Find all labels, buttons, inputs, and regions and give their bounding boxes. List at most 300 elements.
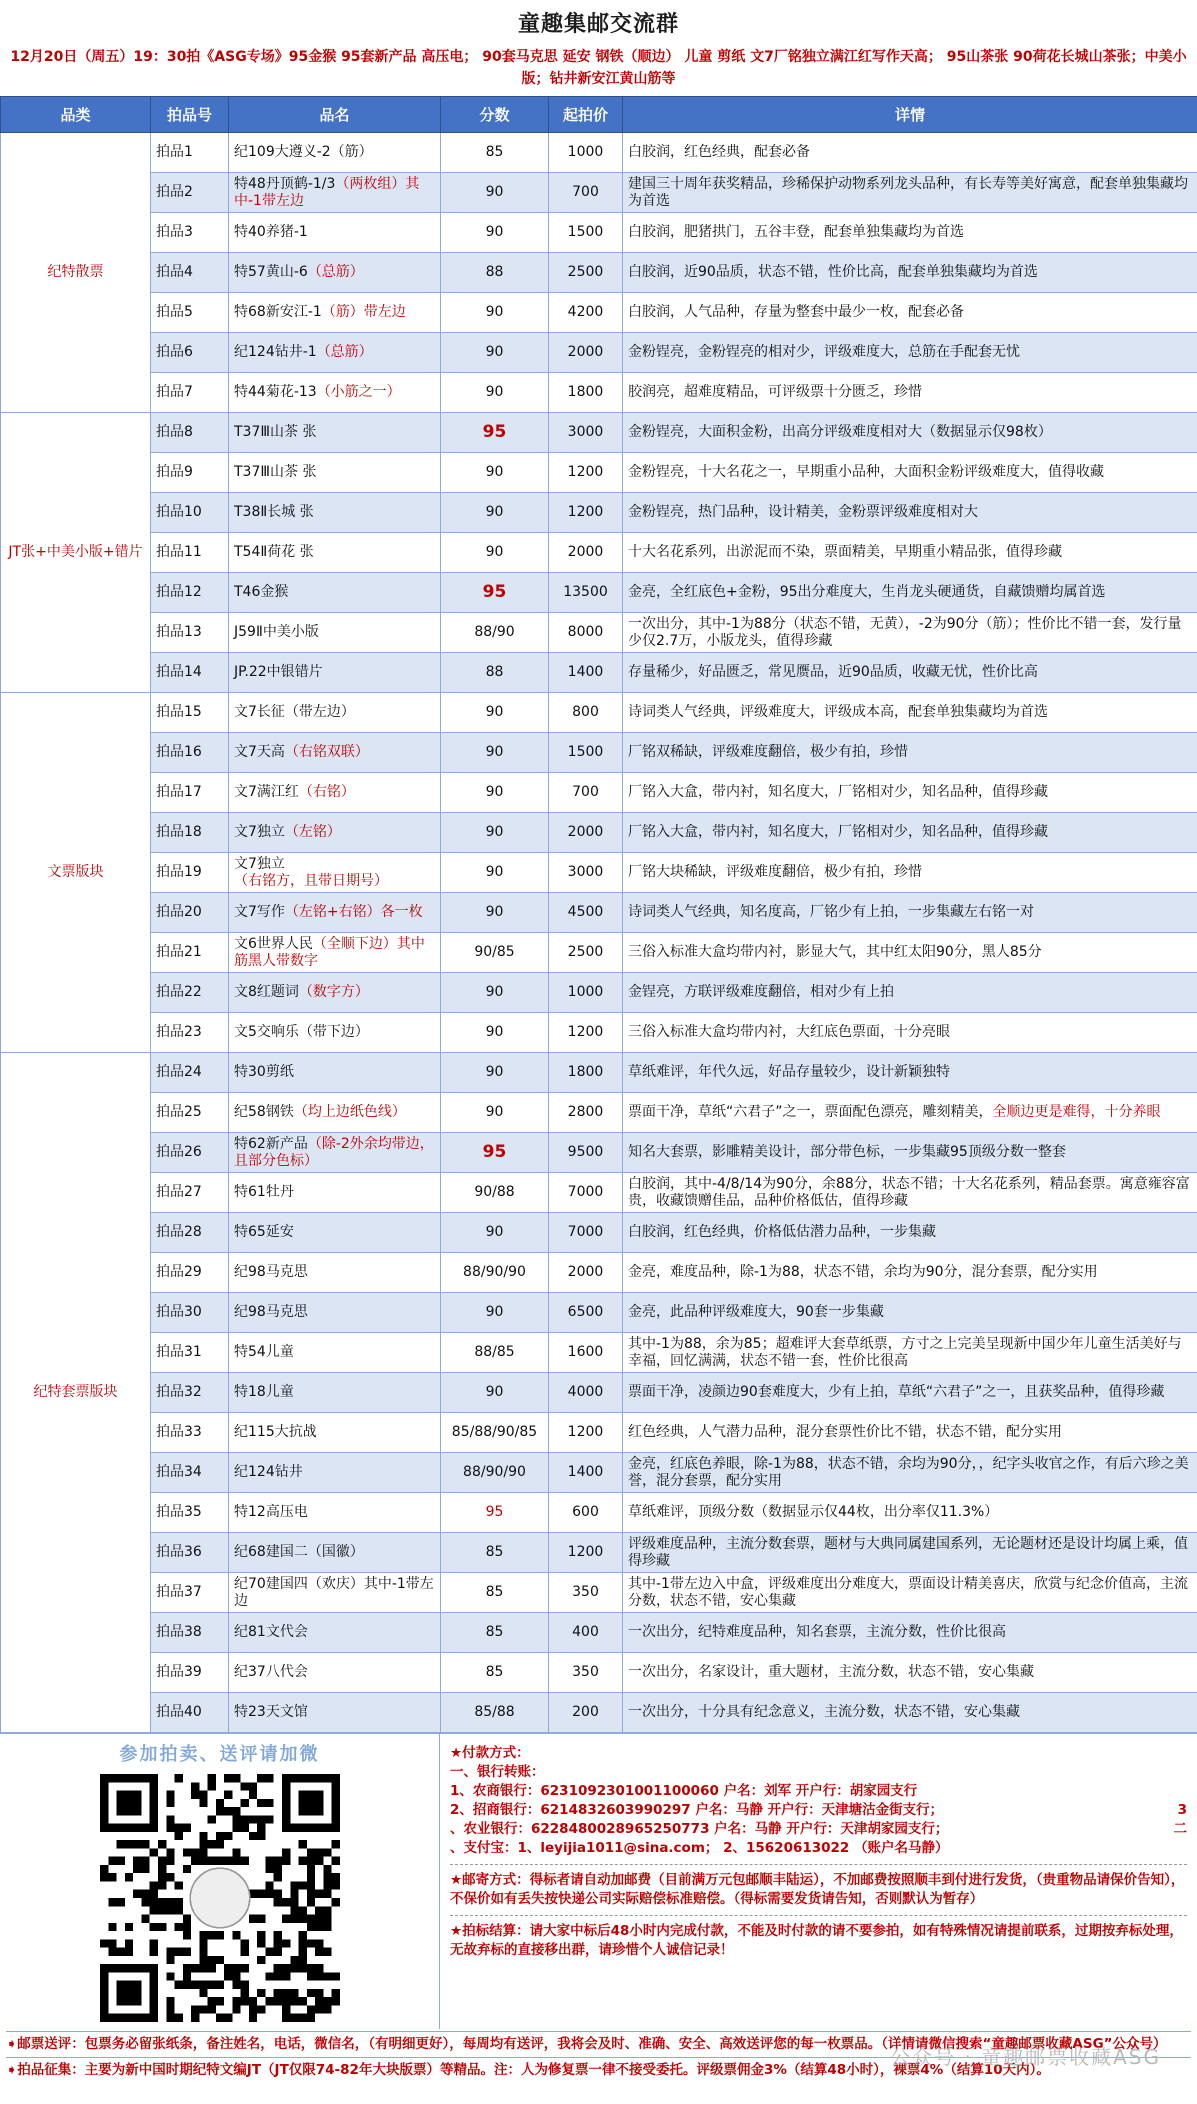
lot-score: 90 xyxy=(441,1053,549,1093)
lot-name-text: T37Ⅲ山茶 张 xyxy=(234,424,317,440)
lot-name xyxy=(229,453,441,493)
col-header-name: 品名 xyxy=(229,97,441,133)
lot-detail-text: 厂铭入大盒，带内衬，知名度大，厂铭相对少，知名品种，值得珍藏 xyxy=(628,824,1048,840)
lot-name-text: 特23天文馆 xyxy=(234,1704,308,1720)
lot-start-price: 1000 xyxy=(549,973,623,1013)
auction-table xyxy=(0,96,1197,1733)
lot-name-text: 纪81文代会 xyxy=(234,1624,308,1640)
settlement-rule: ★拍标结算：请大家中标后48小时内完成付款，不能及时付款的请不要参拍，如有特殊情况请提前联系，过期按弃标处理，无故弃标的直接移出群，请珍惜个人诚信记录！ xyxy=(450,1923,1183,1958)
lot-score: 90/85 xyxy=(441,933,549,973)
lot-score: 85/88/90/85 xyxy=(441,1413,549,1453)
lot-name xyxy=(229,1013,441,1053)
footer-section xyxy=(0,1733,1197,2029)
lot-name xyxy=(229,253,441,293)
lot-detail xyxy=(623,893,1197,933)
lot-name-text: 文6世界人民 xyxy=(234,935,313,952)
lot-score: 90 xyxy=(441,1373,549,1413)
table-row xyxy=(1,653,1197,693)
lot-name xyxy=(229,373,441,413)
consignment-note: ➧拍品征集：主要为新中国时期纪特文编JT（JT仅限74-82年大块版票）等精品。注：人为修复票一律不接受委托。评级票佣金3%（结算48小时），裸票4%（结算10天内）。 xyxy=(6,2057,1191,2083)
lot-detail-text: 知名大套票，影雕精美设计，部分带色标，一步集藏95顶级分数一整套 xyxy=(628,1144,1066,1160)
lot-detail-text: 厂铭双稀缺，评级难度翻倍，极少有拍，珍惜 xyxy=(628,744,908,760)
lot-name-note: （左铭） xyxy=(284,824,341,840)
lot-name xyxy=(229,1293,441,1333)
lot-name xyxy=(229,1373,441,1413)
lot-number: 拍品35 xyxy=(151,1493,229,1533)
lot-name xyxy=(229,1173,441,1213)
lot-detail-text: 其中-1带左边入中盒，评级难度出分难度大，票面设计精美喜庆，欣赏与纪念价值高，主流分数，状态不错，安心集藏 xyxy=(628,1575,1188,1609)
table-row xyxy=(1,853,1197,893)
lot-detail xyxy=(623,213,1197,253)
col-header-lot: 拍品号 xyxy=(151,97,229,133)
lot-start-price: 2800 xyxy=(549,1093,623,1133)
lot-name-text: 特18儿童 xyxy=(234,1384,294,1400)
lot-detail xyxy=(623,333,1197,373)
lot-name-text: 特12高压电 xyxy=(234,1504,308,1520)
lot-score: 90 xyxy=(441,1293,549,1333)
table-row xyxy=(1,1053,1197,1093)
lot-name-note: （数字方） xyxy=(298,984,369,1000)
lot-detail xyxy=(623,1213,1197,1253)
table-row xyxy=(1,733,1197,773)
payment-panel xyxy=(440,1734,1197,2029)
lot-score: 90 xyxy=(441,333,549,373)
lot-name xyxy=(229,1053,441,1093)
lot-number: 拍品13 xyxy=(151,613,229,653)
table-row xyxy=(1,133,1197,173)
lot-detail-text: 白胶润，人气品种，存量为整套中最少一枚，配套必备 xyxy=(628,304,964,320)
lot-start-price: 600 xyxy=(549,1493,623,1533)
lot-name xyxy=(229,813,441,853)
lot-name xyxy=(229,1093,441,1133)
lot-name-text: 纪98马克思 xyxy=(234,1304,308,1320)
lot-start-price: 2000 xyxy=(549,813,623,853)
auction-subtitle: 12月20日（周五）19：30拍《ASG专场》95金猴 95套新产品 高压电； 90套马克思 延安 钢铁（顺边） 儿童 剪纸 文7厂铭独立满江红写作天高； 95山茶张 90荷花长城山茶张；中美小版；钻井新安江黄山筋等 xyxy=(10,49,1187,87)
lot-name-text: 文7天高 xyxy=(234,744,285,760)
table-row xyxy=(1,1213,1197,1253)
lot-score: 90 xyxy=(441,533,549,573)
lot-start-price: 7000 xyxy=(549,1213,623,1253)
lot-name-note: （总筋） xyxy=(316,344,373,360)
table-row xyxy=(1,1413,1197,1453)
table-row xyxy=(1,1653,1197,1693)
lot-name xyxy=(229,773,441,813)
lot-start-price: 8000 xyxy=(549,613,623,653)
lot-name-text: 文7长征（带左边） xyxy=(234,704,355,720)
lot-detail xyxy=(623,1173,1197,1213)
table-row xyxy=(1,1573,1197,1613)
lot-start-price: 1500 xyxy=(549,213,623,253)
lot-name-text: 文7满江红 xyxy=(234,784,299,800)
lot-detail xyxy=(623,573,1197,613)
lot-number: 拍品36 xyxy=(151,1533,229,1573)
lot-name-text: JP.22中银错片 xyxy=(234,664,323,680)
lot-score: 85 xyxy=(441,1533,549,1573)
lot-name xyxy=(229,213,441,253)
lot-name xyxy=(229,613,441,653)
lot-name xyxy=(229,1253,441,1293)
lot-score: 90/88 xyxy=(441,1173,549,1213)
table-row xyxy=(1,1333,1197,1373)
lot-start-price: 2500 xyxy=(549,253,623,293)
lot-score: 90 xyxy=(441,213,549,253)
table-row xyxy=(1,1493,1197,1533)
lot-name-text: 特48丹顶鹤-1/3 xyxy=(234,175,336,192)
lot-name-text: 特62新产品 xyxy=(234,1135,308,1152)
bank-line-3 xyxy=(450,1820,1187,1839)
lot-name-text: 特44菊花-13 xyxy=(234,384,317,400)
lot-score: 95 xyxy=(441,573,549,613)
lot-start-price: 9500 xyxy=(549,1133,623,1173)
col-header-category: 品类 xyxy=(1,97,151,133)
lot-detail xyxy=(623,1653,1197,1693)
table-row xyxy=(1,253,1197,293)
lot-detail xyxy=(623,1693,1197,1733)
lot-score: 90 xyxy=(441,773,549,813)
lot-name xyxy=(229,1573,441,1613)
lot-name xyxy=(229,1613,441,1653)
lot-detail xyxy=(623,1373,1197,1413)
lot-score: 90 xyxy=(441,1013,549,1053)
lot-detail-text: 存量稀少，好品匮乏，常见赝品，近90品质，收藏无忧，性价比高 xyxy=(628,664,1038,680)
lot-name xyxy=(229,933,441,973)
lot-detail xyxy=(623,373,1197,413)
table-row xyxy=(1,1693,1197,1733)
category-cell: 纪特散票 xyxy=(1,133,151,413)
lot-number: 拍品16 xyxy=(151,733,229,773)
lot-score: 90 xyxy=(441,853,549,893)
category-cell: 文票版块 xyxy=(1,693,151,1053)
lot-number: 拍品26 xyxy=(151,1133,229,1173)
lot-detail xyxy=(623,933,1197,973)
lot-name-note: （均上边纸色线） xyxy=(293,1104,406,1120)
bank-title: 一、银行转账： xyxy=(450,1764,545,1780)
lot-score: 90 xyxy=(441,493,549,533)
lot-name-text: 特40养猪-1 xyxy=(234,224,308,240)
table-row xyxy=(1,1453,1197,1493)
table-body xyxy=(1,133,1197,1733)
lot-detail-text: 评级难度品种，主流分数套票，题材与大典同属建国系列，无论题材还是设计均属上乘，值得珍藏 xyxy=(628,1535,1188,1569)
lot-start-price: 1200 xyxy=(549,1013,623,1053)
lot-detail xyxy=(623,1613,1197,1653)
table-row xyxy=(1,693,1197,733)
lot-score: 90 xyxy=(441,173,549,213)
table-row xyxy=(1,1533,1197,1573)
lot-detail xyxy=(623,773,1197,813)
lot-number: 拍品18 xyxy=(151,813,229,853)
lot-name-text: 文5交响乐（带下边） xyxy=(234,1024,369,1040)
lot-start-price: 700 xyxy=(549,773,623,813)
lot-detail-text: 胶润亮，超难度精品，可评级票十分匮乏，珍惜 xyxy=(628,384,922,400)
table-row xyxy=(1,333,1197,373)
lot-number: 拍品8 xyxy=(151,413,229,453)
lot-detail-text: 金亮，此品种评级难度大，90套一步集藏 xyxy=(628,1304,884,1320)
lot-detail xyxy=(623,613,1197,653)
col-header-score: 分数 xyxy=(441,97,549,133)
lot-detail-text: 金粉锃亮，热门品种，设计精美，金粉票评级难度相对大 xyxy=(628,504,978,520)
lot-name-text: 文7独立 xyxy=(234,855,285,872)
lot-number: 拍品19 xyxy=(151,853,229,893)
lot-start-price: 4000 xyxy=(549,1373,623,1413)
lot-name-text: 纪115大抗战 xyxy=(234,1424,317,1440)
lot-score: 88/90 xyxy=(441,613,549,653)
lot-number: 拍品32 xyxy=(151,1373,229,1413)
lot-score: 95 xyxy=(441,1133,549,1173)
table-row xyxy=(1,1013,1197,1053)
lot-name-note: （两枚组）其中-1带左边 xyxy=(234,175,420,209)
table-row xyxy=(1,813,1197,853)
lot-number: 拍品12 xyxy=(151,573,229,613)
lot-start-price: 200 xyxy=(549,1693,623,1733)
lot-score: 88/90/90 xyxy=(441,1253,549,1293)
lot-start-price: 1500 xyxy=(549,733,623,773)
lot-name xyxy=(229,293,441,333)
lot-start-price: 13500 xyxy=(549,573,623,613)
lot-detail-text: 厂铭大块稀缺，评级难度翻倍，极少有拍，珍惜 xyxy=(628,864,922,880)
lot-start-price: 2500 xyxy=(549,933,623,973)
table-row xyxy=(1,573,1197,613)
lot-start-price: 7000 xyxy=(549,1173,623,1213)
lot-detail xyxy=(623,1453,1197,1493)
lot-score: 88/85 xyxy=(441,1333,549,1373)
lot-name-text: 纪37八代会 xyxy=(234,1664,308,1680)
lot-detail-text: 其中-1为88，余为85；超难评大套草纸票，方寸之上完美呈现新中国少年儿童生活美好与幸福，回忆满满，状态不错一套，性价比很高 xyxy=(628,1335,1182,1369)
lot-detail-text: 白胶润，近90品质，状态不错，性价比高，配套单独集藏均为首选 xyxy=(628,264,1038,280)
lot-number: 拍品33 xyxy=(151,1413,229,1453)
lot-detail-text: 三俗入标准大盒均带内衬，大红底色票面，十分亮眼 xyxy=(628,1024,950,1040)
lot-name-note: （右铭） xyxy=(298,784,355,800)
bank-line-1 xyxy=(450,1782,1187,1801)
lot-score: 90 xyxy=(441,973,549,1013)
lot-detail xyxy=(623,493,1197,533)
lot-number: 拍品11 xyxy=(151,533,229,573)
lot-detail-text: 一次出分，名家设计，重大题材，主流分数，状态不错，安心集藏 xyxy=(628,1664,1034,1680)
lot-start-price: 1200 xyxy=(549,1413,623,1453)
lot-detail xyxy=(623,1013,1197,1053)
lot-name-text: T37Ⅲ山茶 张 xyxy=(234,464,317,480)
table-row xyxy=(1,1293,1197,1333)
lot-name-note: （筋）带左边 xyxy=(321,304,406,320)
lot-start-price: 1600 xyxy=(549,1333,623,1373)
lot-detail-text: 金亮，全红底色+金粉，95出分难度大，生肖龙头硬通货，自藏馈赠均属首选 xyxy=(628,584,1106,600)
lot-name xyxy=(229,1213,441,1253)
lot-score: 90 xyxy=(441,813,549,853)
lot-detail-text: 白胶润，肥猪拱门，五谷丰登，配套单独集藏均为首选 xyxy=(628,224,964,240)
lot-detail xyxy=(623,453,1197,493)
lot-name xyxy=(229,533,441,573)
lot-name-text: 纪98马克思 xyxy=(234,1264,308,1280)
lot-name xyxy=(229,573,441,613)
wechat-qr-code-icon xyxy=(100,1774,340,2022)
lot-start-price: 3000 xyxy=(549,413,623,453)
table-row xyxy=(1,1173,1197,1213)
lot-detail-text: 一次出分，其中-1为88分（状态不错，无黄），-2为90分（筋）；性价比不错一套，发行量少仅2.7万，小版龙头，值得珍藏 xyxy=(628,615,1182,649)
lot-start-price: 1800 xyxy=(549,1053,623,1093)
lot-name-text: 文8红题词 xyxy=(234,984,299,1000)
lot-name-text: 文7写作 xyxy=(234,904,285,920)
lot-start-price: 1200 xyxy=(549,453,623,493)
lot-name xyxy=(229,853,441,893)
lot-detail-text: 金锃亮，方联评级难度翻倍，相对少有上拍 xyxy=(628,984,894,1000)
lot-detail xyxy=(623,253,1197,293)
lot-number: 拍品1 xyxy=(151,133,229,173)
lot-start-price: 1200 xyxy=(549,493,623,533)
table-row xyxy=(1,453,1197,493)
lot-name-note: （右铭方，且带日期号） xyxy=(234,872,388,889)
lot-number: 拍品9 xyxy=(151,453,229,493)
lot-score: 95 xyxy=(441,413,549,453)
lot-name-text: 纪70建国四（欢庆）其中-1带左边 xyxy=(234,1575,434,1609)
lot-number: 拍品27 xyxy=(151,1173,229,1213)
col-header-detail: 详情 xyxy=(623,97,1197,133)
lot-detail-text: 白胶润，红色经典，价格低估潜力品种，一步集藏 xyxy=(628,1224,936,1240)
lot-detail-text: 草纸难评，年代久远，好品存量较少，设计新颖独特 xyxy=(628,1064,950,1080)
lot-detail-text: 草纸难评，顶级分数（数据显示仅44枚，出分率仅11.3%） xyxy=(628,1504,999,1520)
lot-name-text: 文7独立 xyxy=(234,824,285,840)
lot-score: 90 xyxy=(441,893,549,933)
lot-name-note: （总筋） xyxy=(307,264,364,280)
lot-start-price: 2000 xyxy=(549,1253,623,1293)
lot-detail-text: 票面干净，草纸“六君子”之一，票面配色漂亮，雕刻精美， xyxy=(628,1104,993,1120)
side-num-2: 二 xyxy=(1173,1821,1187,1837)
category-cell: 纪特套票版块 xyxy=(1,1053,151,1733)
lot-name xyxy=(229,1653,441,1693)
lot-detail-text: 票面干净，凌颜边90套难度大，少有上拍，草纸“六君子”之一，且获奖品种，值得珍藏 xyxy=(628,1384,1165,1400)
lot-start-price: 400 xyxy=(549,1613,623,1653)
table-row xyxy=(1,373,1197,413)
lot-name-text: 特65延安 xyxy=(234,1224,294,1240)
lot-number: 拍品7 xyxy=(151,373,229,413)
lot-start-price: 2000 xyxy=(549,333,623,373)
table-row xyxy=(1,413,1197,453)
bank-line-2-text: 2、招商银行：6214832603990297 户名：马静 开户行：天津塘沽金街支行； xyxy=(450,1802,944,1818)
lot-name-text: J59Ⅱ中美小版 xyxy=(234,624,319,640)
lot-number: 拍品3 xyxy=(151,213,229,253)
lot-name xyxy=(229,133,441,173)
lot-name xyxy=(229,173,441,213)
lot-number: 拍品17 xyxy=(151,773,229,813)
lot-number: 拍品39 xyxy=(151,1653,229,1693)
lot-name xyxy=(229,333,441,373)
lot-detail xyxy=(623,173,1197,213)
table-row xyxy=(1,1093,1197,1133)
lot-name xyxy=(229,693,441,733)
lot-detail-text: 白胶润，红色经典，配套必备 xyxy=(628,144,810,160)
lot-detail-text: 诗词类人气经典，评级难度大，评级成本高，配套单独集藏均为首选 xyxy=(628,704,1048,720)
lot-detail-text: 三俗入标准大盒均带内衬，影显大气，其中红太阳90分，黑人85分 xyxy=(628,944,1042,960)
bank-line-2 xyxy=(450,1801,1187,1820)
table-row xyxy=(1,933,1197,973)
table-row xyxy=(1,1613,1197,1653)
lot-number: 拍品24 xyxy=(151,1053,229,1093)
bank-line-3-text: 、农业银行：6228480028965250773 户名：马静 开户行：天津胡家园支行； xyxy=(450,1821,949,1837)
lot-number: 拍品28 xyxy=(151,1213,229,1253)
side-num-1: 3 xyxy=(1177,1802,1187,1818)
lot-start-price: 3000 xyxy=(549,853,623,893)
lot-name-text: 特30剪纸 xyxy=(234,1064,294,1080)
lot-score: 85 xyxy=(441,133,549,173)
qr-panel xyxy=(0,1734,440,2029)
lot-detail-text: 金粉锃亮，金粉锃亮的相对少，评级难度大，总筋在手配套无忧 xyxy=(628,344,1020,360)
lot-name-text: 特57黄山-6 xyxy=(234,264,308,280)
table-row xyxy=(1,893,1197,933)
lot-detail xyxy=(623,733,1197,773)
lot-start-price: 700 xyxy=(549,173,623,213)
lot-number: 拍品10 xyxy=(151,493,229,533)
lot-name-text: T38Ⅱ长城 张 xyxy=(234,504,314,520)
lot-score: 88 xyxy=(441,653,549,693)
payment-heading: ★付款方式： xyxy=(450,1745,530,1761)
lot-detail xyxy=(623,1253,1197,1293)
lot-detail xyxy=(623,973,1197,1013)
lot-number: 拍品29 xyxy=(151,1253,229,1293)
lot-score: 90 xyxy=(441,733,549,773)
divider xyxy=(450,1864,1187,1865)
lot-detail xyxy=(623,1053,1197,1093)
lot-number: 拍品2 xyxy=(151,173,229,213)
category-cell: JT张+中美小版+错片 xyxy=(1,413,151,693)
lot-start-price: 1400 xyxy=(549,1453,623,1493)
lot-name xyxy=(229,653,441,693)
lot-name xyxy=(229,1413,441,1453)
lot-name xyxy=(229,1453,441,1493)
lot-start-price: 350 xyxy=(549,1573,623,1613)
lot-number: 拍品25 xyxy=(151,1093,229,1133)
lot-detail xyxy=(623,693,1197,733)
lot-detail xyxy=(623,653,1197,693)
lot-detail-text: 金粉锃亮，十大名花之一，早期重小品种，大面积金粉评级难度大，值得收藏 xyxy=(628,464,1104,480)
lot-detail-text: 一次出分，十分具有纪念意义，主流分数，状态不错，安心集藏 xyxy=(628,1704,1020,1720)
lot-score: 85/88 xyxy=(441,1693,549,1733)
lot-start-price: 800 xyxy=(549,693,623,733)
lot-detail xyxy=(623,1293,1197,1333)
lot-start-price: 4500 xyxy=(549,893,623,933)
lot-number: 拍品20 xyxy=(151,893,229,933)
lot-detail-text: 白胶润，其中-4/8/14为90分，余88分，状态不错；十大名花系列，精品套票。寓意雍容富贵，收藏馈赠佳品，品种价格低估，值得珍藏 xyxy=(628,1175,1190,1209)
lot-start-price: 6500 xyxy=(549,1293,623,1333)
lot-score: 88/90/90 xyxy=(441,1453,549,1493)
table-row xyxy=(1,1133,1197,1173)
lot-detail-text: 一次出分，纪特难度品种，知名套票，主流分数，性价比很高 xyxy=(628,1624,1006,1640)
mail-method: ★邮寄方式：得标者请自动加邮费（目前满万元包邮顺丰陆运），不加邮费按照顺丰到付进行发货，（贵重物品请保价告知），不保价如有丢失按快递公司实际赔偿标准赔偿。（得标需要发货请告知，否则默认为暂存） xyxy=(450,1872,1185,1907)
lot-score: 90 xyxy=(441,373,549,413)
lot-score: 90 xyxy=(441,1213,549,1253)
lot-detail xyxy=(623,1493,1197,1533)
lot-name-text: 纪109大遵义-2（筋） xyxy=(234,144,373,160)
lot-detail xyxy=(623,293,1197,333)
grading-note: ➧邮票送评：包票务必留张纸条，备注姓名，电话，微信名，（有明细更好），每周均有送评，我将会及时、准确、安全、高效送评您的每一枚票品。（详情请微信搜索“童趣邮票收藏ASG”公众号） xyxy=(6,2031,1191,2057)
lot-detail-text: 建国三十周年获奖精品，珍稀保护动物系列龙头品种，有长寿等美好寓意，配套单独集藏均为首选 xyxy=(628,175,1188,209)
bank-line-1-text: 1、农商银行：6231092301001100060 户名：刘军 开户行：胡家园支行 xyxy=(450,1783,918,1799)
lot-name-text: 纪124钻井 xyxy=(234,1464,303,1480)
wechat-watermark: 公众号 · 童趣邮票收藏ASG xyxy=(890,2045,1161,2069)
lot-number: 拍品6 xyxy=(151,333,229,373)
table-row xyxy=(1,613,1197,653)
lot-name xyxy=(229,413,441,453)
table-row xyxy=(1,293,1197,333)
table-row xyxy=(1,533,1197,573)
lot-detail-text: 厂铭入大盒，带内衬，知名度大，厂铭相对少，知名品种，值得珍藏 xyxy=(628,784,1048,800)
lot-detail xyxy=(623,133,1197,173)
table-row xyxy=(1,773,1197,813)
lot-name-text: 特54儿童 xyxy=(234,1344,294,1360)
lot-score: 85 xyxy=(441,1613,549,1653)
table-row xyxy=(1,493,1197,533)
lot-name-text: 纪68建国二（国徽） xyxy=(234,1544,364,1560)
divider xyxy=(450,1915,1187,1916)
lot-number: 拍品4 xyxy=(151,253,229,293)
lot-number: 拍品14 xyxy=(151,653,229,693)
